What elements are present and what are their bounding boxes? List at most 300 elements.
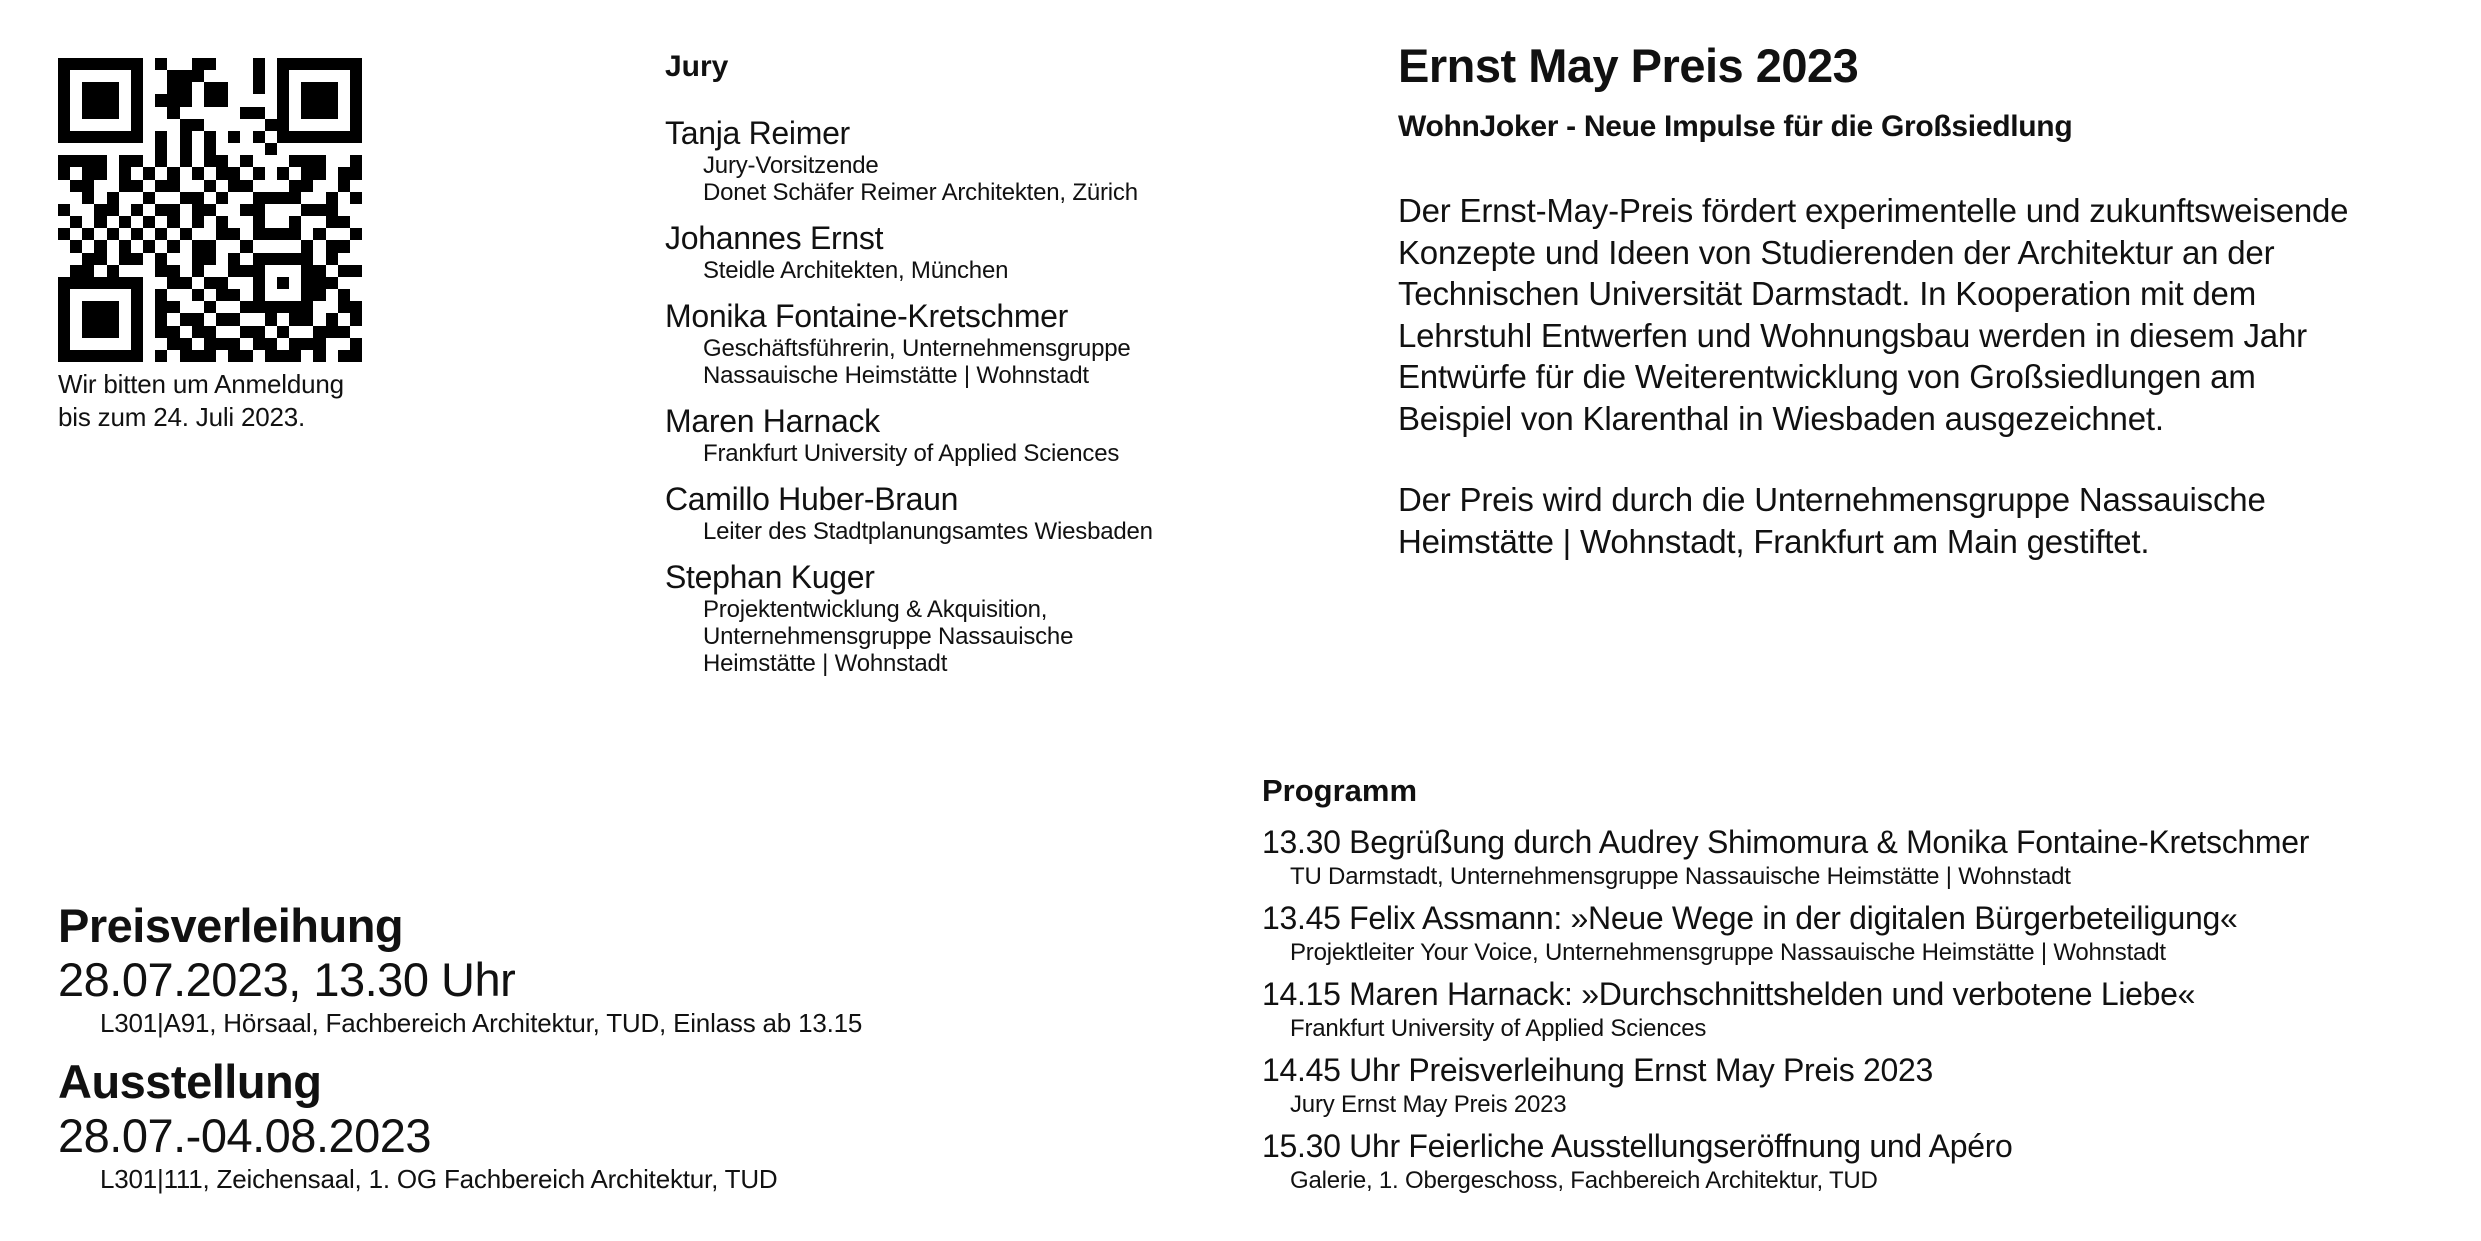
qr-module	[350, 70, 362, 82]
qr-module	[338, 119, 350, 131]
qr-module	[94, 107, 106, 119]
qr-module	[216, 289, 228, 301]
program-heading: Programm	[1262, 773, 1418, 808]
intro-paragraph-2	[1398, 479, 2458, 562]
qr-module	[155, 167, 167, 179]
qr-module	[228, 277, 240, 289]
qr-module	[253, 192, 265, 204]
qr-module	[326, 119, 338, 131]
qr-module	[350, 167, 362, 179]
qr-module	[301, 265, 313, 277]
qr-module	[240, 265, 252, 277]
program-item-line: 15.30 Uhr Feierliche Ausstellungseröffnung und Apéro	[1262, 1128, 2013, 1164]
qr-module	[82, 107, 94, 119]
qr-module	[119, 94, 131, 106]
qr-module	[180, 301, 192, 313]
qr-module	[277, 277, 289, 289]
qr-module	[350, 253, 362, 265]
qr-module	[143, 58, 155, 70]
qr-module	[107, 277, 119, 289]
qr-module	[289, 313, 301, 325]
qr-module	[289, 301, 301, 313]
qr-module	[131, 192, 143, 204]
qr-module	[119, 143, 131, 155]
qr-module	[82, 216, 94, 228]
qr-module	[313, 240, 325, 252]
qr-module	[265, 253, 277, 265]
qr-module	[94, 313, 106, 325]
qr-module	[338, 326, 350, 338]
qr-module	[326, 192, 338, 204]
qr-module	[143, 155, 155, 167]
qr-module	[82, 240, 94, 252]
qr-module	[289, 58, 301, 70]
qr-module	[253, 82, 265, 94]
qr-module	[253, 338, 265, 350]
qr-module	[155, 350, 167, 362]
qr-module	[228, 119, 240, 131]
qr-module	[216, 265, 228, 277]
qr-module	[301, 94, 313, 106]
qr-module	[240, 119, 252, 131]
qr-module	[107, 289, 119, 301]
qr-module	[338, 301, 350, 313]
qr-module	[58, 338, 70, 350]
qr-module	[338, 143, 350, 155]
qr-module	[119, 204, 131, 216]
qr-module	[167, 155, 179, 167]
qr-module	[265, 216, 277, 228]
qr-module	[216, 301, 228, 313]
qr-module	[265, 143, 277, 155]
qr-module	[228, 289, 240, 301]
qr-module	[167, 253, 179, 265]
qr-module	[143, 119, 155, 131]
qr-module	[131, 82, 143, 94]
qr-module	[155, 107, 167, 119]
qr-module	[94, 70, 106, 82]
qr-module	[131, 326, 143, 338]
qr-module	[192, 131, 204, 143]
qr-module	[94, 253, 106, 265]
qr-module	[301, 289, 313, 301]
qr-module	[192, 82, 204, 94]
qr-module	[143, 301, 155, 313]
qr-module	[58, 228, 70, 240]
qr-module	[204, 338, 216, 350]
qr-module	[253, 155, 265, 167]
qr-module	[228, 192, 240, 204]
qr-module	[301, 204, 313, 216]
qr-module	[240, 155, 252, 167]
qr-module	[289, 277, 301, 289]
qr-module	[131, 119, 143, 131]
qr-module	[119, 119, 131, 131]
qr-module	[228, 131, 240, 143]
qr-module	[94, 350, 106, 362]
program-item-detail: Jury Ernst May Preis 2023	[1290, 1091, 1567, 1118]
paragraph-line: Heimstätte | Wohnstadt, Frankfurt am Main gestiftet.	[1398, 522, 2150, 560]
qr-module	[94, 204, 106, 216]
qr-module	[338, 70, 350, 82]
qr-module	[119, 228, 131, 240]
qr-module	[107, 265, 119, 277]
qr-module	[326, 228, 338, 240]
qr-module	[338, 167, 350, 179]
qr-module	[350, 228, 362, 240]
qr-module	[265, 180, 277, 192]
qr-module	[70, 301, 82, 313]
qr-module	[301, 240, 313, 252]
qr-module	[338, 94, 350, 106]
qr-module	[253, 107, 265, 119]
qr-module	[143, 167, 155, 179]
qr-module	[167, 70, 179, 82]
qr-module	[119, 180, 131, 192]
qr-module	[131, 107, 143, 119]
qr-module	[58, 216, 70, 228]
qr-module	[94, 119, 106, 131]
qr-module	[277, 70, 289, 82]
qr-module	[192, 253, 204, 265]
qr-module	[204, 70, 216, 82]
qr-module	[338, 338, 350, 350]
qr-module	[313, 350, 325, 362]
qr-module	[143, 94, 155, 106]
qr-module	[131, 253, 143, 265]
jury-member-detail: Jury-Vorsitzende	[703, 152, 879, 179]
page-subtitle: WohnJoker - Neue Impulse für die Großsiedlung	[1398, 110, 2073, 143]
qr-module	[350, 326, 362, 338]
program-item-detail: Frankfurt University of Applied Sciences	[1290, 1015, 1707, 1042]
award-heading: Preisverleihung	[58, 899, 404, 952]
qr-module	[192, 119, 204, 131]
qr-module	[326, 289, 338, 301]
program-item	[1262, 822, 2481, 891]
qr-module	[338, 350, 350, 362]
qr-module	[58, 192, 70, 204]
qr-module	[119, 131, 131, 143]
qr-module	[240, 240, 252, 252]
qr-module	[131, 143, 143, 155]
qr-module	[58, 277, 70, 289]
qr-module	[277, 204, 289, 216]
qr-module	[107, 70, 119, 82]
qr-module	[192, 228, 204, 240]
qr-module	[204, 265, 216, 277]
qr-module	[338, 58, 350, 70]
program-item-detail: TU Darmstadt, Unternehmensgruppe Nassauische Heimstätte | Wohnstadt	[1290, 863, 2071, 890]
qr-module	[326, 107, 338, 119]
qr-module	[192, 204, 204, 216]
qr-module	[131, 58, 143, 70]
qr-module	[119, 155, 131, 167]
qr-module	[350, 180, 362, 192]
qr-module	[228, 94, 240, 106]
qr-module	[155, 94, 167, 106]
qr-module	[313, 155, 325, 167]
qr-module	[277, 228, 289, 240]
qr-module	[143, 192, 155, 204]
qr-module	[119, 240, 131, 252]
qr-module	[167, 216, 179, 228]
jury-member	[665, 402, 1285, 467]
qr-module	[167, 265, 179, 277]
qr-module	[216, 253, 228, 265]
qr-module	[119, 350, 131, 362]
qr-module	[58, 107, 70, 119]
qr-module	[277, 289, 289, 301]
qr-module	[326, 313, 338, 325]
qr-module	[82, 155, 94, 167]
qr-module	[326, 131, 338, 143]
qr-module	[167, 143, 179, 155]
program-item	[1262, 898, 2481, 967]
qr-module	[180, 70, 192, 82]
qr-module	[82, 228, 94, 240]
qr-module	[107, 94, 119, 106]
qr-module	[265, 313, 277, 325]
qr-module	[70, 82, 82, 94]
qr-module	[350, 192, 362, 204]
qr-module	[180, 94, 192, 106]
qr-module	[313, 70, 325, 82]
qr-module	[313, 204, 325, 216]
qr-module	[338, 265, 350, 277]
qr-module	[192, 180, 204, 192]
qr-module	[240, 338, 252, 350]
qr-module	[167, 338, 179, 350]
qr-module	[301, 228, 313, 240]
qr-module	[204, 240, 216, 252]
qr-module	[216, 143, 228, 155]
jury-member-detail: Nassauische Heimstätte | Wohnstadt	[703, 362, 1089, 389]
qr-module	[326, 216, 338, 228]
qr-module	[180, 240, 192, 252]
qr-module	[277, 119, 289, 131]
qr-module	[131, 216, 143, 228]
qr-module	[107, 143, 119, 155]
qr-module	[155, 253, 167, 265]
qr-module	[253, 228, 265, 240]
qr-module	[228, 265, 240, 277]
qr-module	[58, 326, 70, 338]
qr-module	[82, 313, 94, 325]
qr-module	[82, 143, 94, 155]
qr-module	[58, 313, 70, 325]
qr-module	[289, 265, 301, 277]
qr-module	[240, 301, 252, 313]
qr-module	[277, 167, 289, 179]
qr-module	[70, 180, 82, 192]
qr-module	[131, 277, 143, 289]
qr-module	[301, 167, 313, 179]
qr-module	[94, 216, 106, 228]
qr-module	[350, 155, 362, 167]
qr-module	[180, 253, 192, 265]
jury-member-name: Stephan Kuger	[665, 559, 875, 595]
qr-module	[143, 313, 155, 325]
jury-member-name: Johannes Ernst	[665, 220, 884, 256]
qr-module	[119, 167, 131, 179]
qr-module	[338, 204, 350, 216]
qr-module	[204, 228, 216, 240]
qr-module	[192, 216, 204, 228]
qr-module	[58, 204, 70, 216]
qr-module	[82, 338, 94, 350]
program-item-line: 13.30 Begrüßung durch Audrey Shimomura & Monika Fontaine-Kretschmer	[1262, 824, 2310, 860]
qr-module	[216, 326, 228, 338]
qr-module	[155, 240, 167, 252]
qr-module	[240, 204, 252, 216]
qr-module	[204, 155, 216, 167]
paragraph-line: Der Ernst-May-Preis fördert experimentelle und zukunftsweisende	[1398, 192, 2349, 229]
qr-module	[204, 58, 216, 70]
qr-module	[216, 216, 228, 228]
qr-module	[94, 82, 106, 94]
exhibition-date: 28.07.-04.08.2023	[58, 1109, 432, 1162]
qr-module	[253, 277, 265, 289]
qr-module	[216, 94, 228, 106]
qr-module	[143, 228, 155, 240]
qr-module	[131, 265, 143, 277]
qr-module	[289, 350, 301, 362]
qr-module	[301, 119, 313, 131]
qr-module	[94, 277, 106, 289]
qr-module	[338, 216, 350, 228]
qr-module	[301, 107, 313, 119]
qr-module	[265, 277, 277, 289]
qr-module	[350, 204, 362, 216]
qr-module	[265, 289, 277, 301]
qr-module	[70, 143, 82, 155]
qr-module	[94, 58, 106, 70]
qr-module	[289, 204, 301, 216]
qr-module	[326, 338, 338, 350]
qr-module	[313, 277, 325, 289]
qr-module	[94, 265, 106, 277]
qr-module	[143, 143, 155, 155]
qr-module	[265, 338, 277, 350]
award-event	[58, 898, 1158, 1040]
qr-module	[107, 313, 119, 325]
qr-module	[180, 119, 192, 131]
qr-module	[289, 240, 301, 252]
qr-module	[155, 192, 167, 204]
qr-module	[265, 350, 277, 362]
qr-module	[204, 277, 216, 289]
qr-module	[338, 82, 350, 94]
qr-module	[240, 253, 252, 265]
qr-module	[107, 240, 119, 252]
qr-module	[253, 143, 265, 155]
qr-module	[131, 338, 143, 350]
qr-module	[265, 58, 277, 70]
qr-module	[216, 277, 228, 289]
qr-module	[228, 82, 240, 94]
qr-module	[107, 167, 119, 179]
qr-module	[253, 240, 265, 252]
qr-module	[326, 58, 338, 70]
qr-caption-line: Wir bitten um Anmeldung	[58, 369, 344, 399]
qr-module	[143, 289, 155, 301]
qr-module	[228, 107, 240, 119]
jury-member-name: Monika Fontaine-Kretschmer	[665, 298, 1069, 334]
qr-module	[180, 289, 192, 301]
qr-module	[204, 204, 216, 216]
qr-module	[228, 301, 240, 313]
qr-module	[119, 277, 131, 289]
program-item	[1262, 1126, 2481, 1195]
qr-module	[107, 180, 119, 192]
qr-module	[216, 131, 228, 143]
qr-module	[350, 94, 362, 106]
qr-module	[338, 192, 350, 204]
qr-module	[155, 301, 167, 313]
jury-member	[665, 114, 1285, 206]
qr-module	[167, 58, 179, 70]
qr-module	[216, 155, 228, 167]
qr-module	[277, 192, 289, 204]
qr-module	[180, 216, 192, 228]
qr-module	[107, 338, 119, 350]
qr-caption	[58, 368, 344, 434]
qr-module	[313, 58, 325, 70]
jury-member-detail: Donet Schäfer Reimer Architekten, Zürich	[703, 179, 1138, 206]
qr-module	[192, 94, 204, 106]
qr-module	[70, 70, 82, 82]
qr-module	[131, 228, 143, 240]
qr-module	[216, 167, 228, 179]
qr-module	[70, 192, 82, 204]
qr-module	[70, 265, 82, 277]
qr-module	[155, 119, 167, 131]
qr-module	[82, 70, 94, 82]
qr-module	[143, 253, 155, 265]
jury-member	[665, 558, 1285, 677]
qr-module	[240, 289, 252, 301]
qr-module	[265, 265, 277, 277]
qr-module	[143, 338, 155, 350]
qr-module	[228, 70, 240, 82]
qr-module	[204, 216, 216, 228]
exhibition-event	[58, 1054, 1158, 1196]
qr-module	[301, 70, 313, 82]
qr-module	[313, 338, 325, 350]
page-title: Ernst May Preis 2023	[1398, 39, 1859, 92]
qr-module	[265, 155, 277, 167]
qr-module	[131, 301, 143, 313]
qr-module	[338, 253, 350, 265]
qr-module	[167, 131, 179, 143]
program-item-line: 14.45 Uhr Preisverleihung Ernst May Preis 2023	[1262, 1052, 1933, 1088]
qr-module	[119, 70, 131, 82]
qr-module	[326, 253, 338, 265]
qr-module	[313, 119, 325, 131]
program-item-line: 13.45 Felix Assmann: »Neue Wege in der digitalen Bürgerbeteiligung«	[1262, 900, 2238, 936]
qr-module	[70, 155, 82, 167]
qr-module	[301, 155, 313, 167]
qr-module	[107, 119, 119, 131]
qr-module	[277, 58, 289, 70]
qr-module	[289, 180, 301, 192]
qr-module	[167, 94, 179, 106]
qr-module	[94, 131, 106, 143]
qr-module	[216, 313, 228, 325]
qr-module	[143, 265, 155, 277]
qr-module	[289, 216, 301, 228]
qr-module	[216, 70, 228, 82]
